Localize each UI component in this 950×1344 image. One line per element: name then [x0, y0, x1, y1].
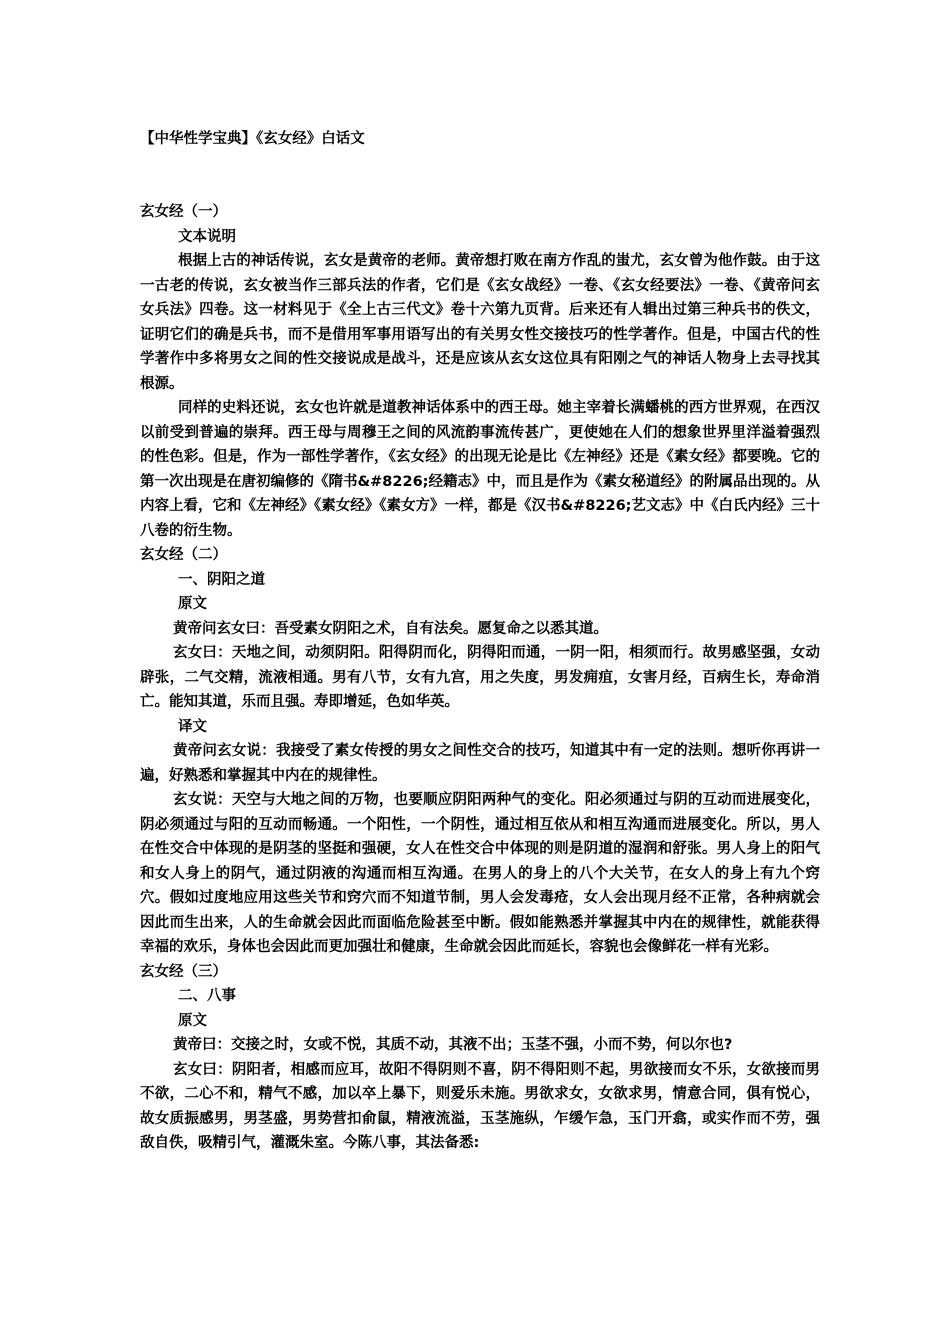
paragraph: 根据上古的神话传说，玄女是黄帝的老师。黄帝想打败在南方作乱的蚩尤，玄女曾为他作鼓。由于这一古老的传说，玄女被当作三部兵法的作者，它们是《玄女战经》一卷、《玄女经要法》一卷、《黄帝问玄女兵法》四卷。这一材料见于《全上古三代文》卷十六第九页背。后来还有人辑出过第三种兵书的佚文，证明它们的确是兵书，而不是借用军事用语写出的有关男女性交接技巧的性学著作。但是，中国古代的性学著作中多将男女之间的性交接说成是战斗，还是应该从玄女这位具有阳刚之气的神话人物身上去寻找其根源。 [140, 253, 820, 392]
original-paragraph: 玄女曰：天地之间，动须阴阳。阳得阴而化，阴得阳而通，一阴一阳，相须而行。故男感坚强，女动辟张，二气交精，流液相通。男有八节，女有九宫，用之失度，男发痈疽，女害月经，百病生长，寿命消亡。能知其道，乐而且强。寿即增延，色如华英。 [140, 645, 820, 710]
paragraph: 同样的史料还说，玄女也许就是道教神话体系中的西王母。她主宰着长满蟠桃的西方世界观，在西汉以前受到普遍的崇拜。西王母与周穆王之间的风流韵事流传甚广，更使她在人们的想象世界里洋溢着强烈的性色彩。但是，作为一部性学著作，《玄女经》的出现无论是比《左神经》还是《素女经》都要晚。它的第一次出现是在唐初编修的《隋书&#8226;经籍志》中，而且是作为《素女秘道经》的附属品出现的。从内容上看，它和《左神经》《素女经》《素女方》一样，都是《汉书&#8226;艺文志》中《白氏内经》三十八卷的衍生物。 [140, 400, 820, 539]
original-paragraph: 玄女曰：阴阳者，相感而应耳，故阳不得阴则不喜，阴不得阳则不起，男欲接而女不乐，女欲接而男不欲，二心不和，精气不感，加以卒上暴下，则爱乐未施。男欲求女，女欲求男，情意合同，俱有悦心，故女质振感男，男茎盛，男势营扣俞鼠，精液流溢，玉茎施纵，乍缓乍急，玉门开翕，或实作而不劳，强敌自佚，吸精引气，灌溉朱室。今陈八事，其法备悉: [140, 1061, 820, 1151]
original-text-label: 原文 [178, 596, 207, 612]
section-heading-2: 玄女经（二） [140, 547, 227, 563]
section-subheading-yin-yang: 一、阴阳之道 [178, 571, 265, 588]
document-body [140, 200, 820, 1156]
translation-paragraph: 玄女说：天空与大地之间的万物，也要顺应阴阳两种气的变化。阳必须通过与阴的互动而进展变化，阴必须通过与阳的互动而畅通。一个阳性，一个阴性，通过相互依从和相互沟通而进展变化。所以，男人在性交合中体现的是阴茎的坚挺和强硬，女人在性交合中体现的则是阴道的湿润和舒张。男人身上的阳气和女人身上的阴气，通过阴液的沟通而相互沟通。在男人的身上的八个大关节，在女人的身上有九个窍穴。假如过度地应用这些关节和窍穴而不知道节制，男人会发毒疮，女人会出现月经不正常，各种病就会因此而生出来，人的生命就会因此而面临危险甚至中断。假如能熟悉并掌握其中内在的规律性，就能获得幸福的欢乐，身体也会因此而更加强壮和健康，生命就会因此而延长，容貌也会像鲜花一样有光彩。 [140, 792, 820, 955]
section-heading-3: 玄女经（三） [140, 963, 227, 980]
original-paragraph: 黄帝曰：交接之时，女或不悦，其质不动，其液不出；玉茎不强，小而不势，何以尔也? [173, 1037, 733, 1053]
section-heading-1: 玄女经（一） [140, 204, 227, 220]
original-paragraph: 黄帝问玄女曰：吾受素女阴阳之术，自有法矣。愿复命之以悉其道。 [173, 620, 608, 637]
original-text-label: 原文 [178, 1012, 207, 1029]
document-title: 【中华性学宝典】《玄女经》白话文 [140, 131, 365, 147]
translation-paragraph: 黄帝问玄女说：我接受了素女传授的男女之间性交合的技巧，知道其中有一定的法则。想听你再讲一遍，好熟悉和掌握其中内在的规律性。 [140, 743, 820, 784]
section-subheading-text-note: 文本说明 [178, 228, 236, 245]
translation-label: 译文 [178, 718, 207, 735]
section-subheading-eight-matters: 二、八事 [178, 988, 236, 1004]
